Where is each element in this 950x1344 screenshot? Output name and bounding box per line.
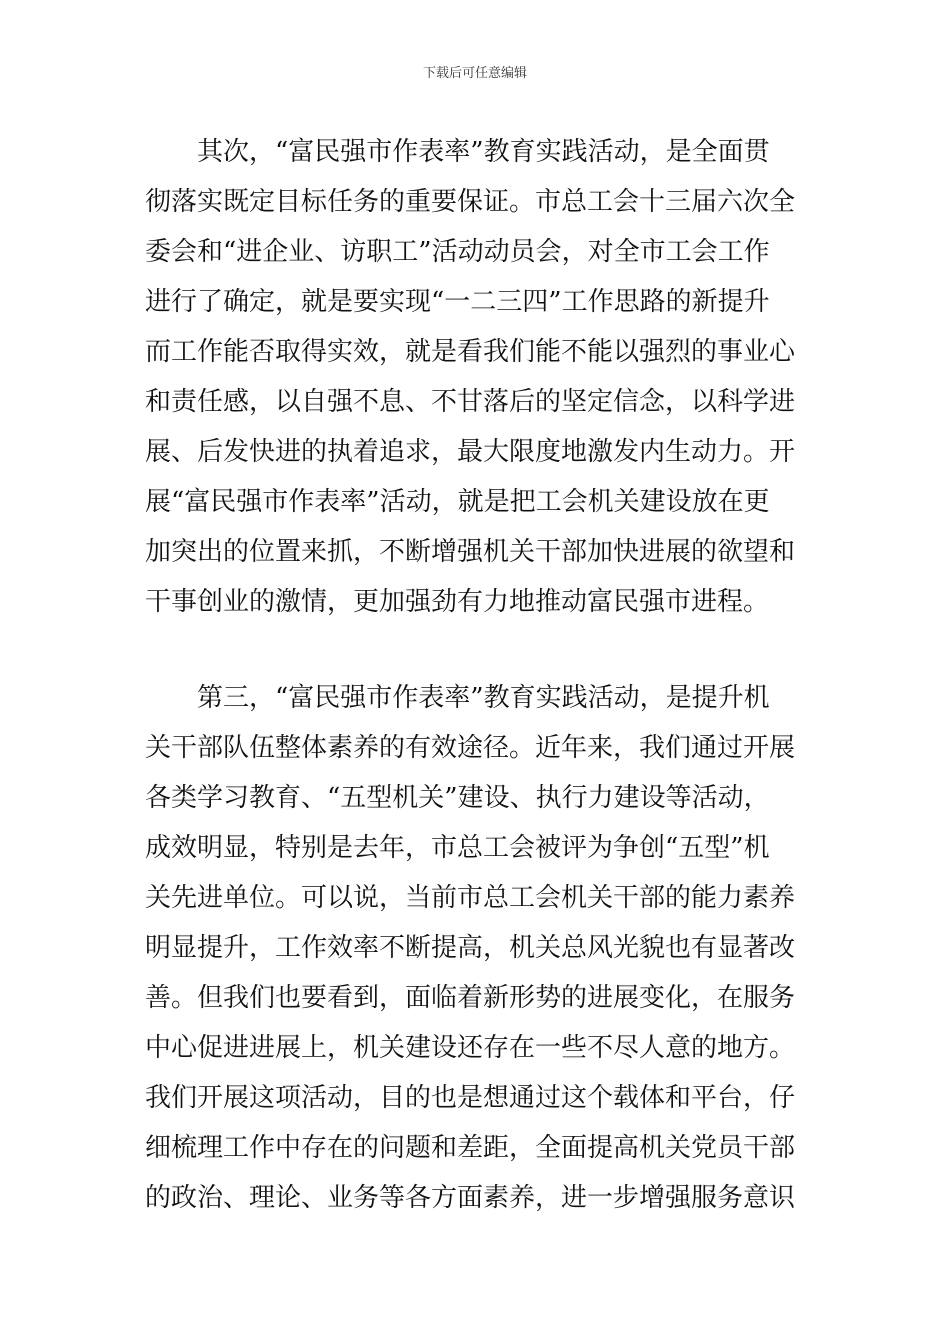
paragraph-line: 的政治、理论、业务等各方面素养，进一步增强服务意识 (145, 1183, 796, 1213)
paragraph-line: 委会和“进企业、访职工”活动动员会，对全市工会工作 (145, 237, 770, 267)
paragraph-line: 关干部队伍整体素养的有效途径。近年来，我们通过开展 (145, 733, 796, 763)
paragraph-line: 我们开展这项活动，目的也是想通过这个载体和平台，仔 (145, 1083, 796, 1113)
paragraph-line: 加突出的位置来抓，不断增强机关干部加快进展的欲望和 (145, 537, 796, 567)
paragraph-third-point (145, 673, 810, 1223)
paragraph-line: 中心促进进展上，机关建设还存在一些不尽人意的地方。 (145, 1033, 796, 1063)
paragraph-line: 其次，“富民强市作表率”教育实践活动，是全面贯 (197, 137, 770, 167)
paragraph-line: 干事创业的激情，更加强劲有力地推动富民强市进程。 (145, 587, 770, 617)
paragraph-line: 明显提升，工作效率不断提高，机关总风光貌也有显著改 (145, 933, 796, 963)
page-header-note: 下载后可任意编辑 (422, 66, 527, 81)
paragraph-line: 展、后发快进的执着追求，最大限度地激发内生动力。开 (145, 437, 796, 467)
paragraph-second-point (145, 127, 810, 627)
paragraph-line: 第三，“富民强市作表率”教育实践活动，是提升机 (197, 683, 770, 713)
paragraph-line: 善。但我们也要看到，面临着新形势的进展变化，在服务 (145, 983, 796, 1013)
paragraph-line: 彻落实既定目标任务的重要保证。市总工会十三届六次全 (145, 187, 796, 217)
paragraph-line: 展“富民强市作表率”活动，就是把工会机关建设放在更 (145, 487, 770, 517)
paragraph-line: 和责任感，以自强不息、不甘落后的坚定信念，以科学进 (145, 387, 796, 417)
paragraph-line: 进行了确定，就是要实现“一二三四”工作思路的新提升 (145, 287, 770, 317)
paragraph-line: 关先进单位。可以说，当前市总工会机关干部的能力素养 (145, 883, 796, 913)
paragraph-line: 细梳理工作中存在的问题和差距，全面提高机关党员干部 (145, 1133, 796, 1163)
paragraph-line: 各类学习教育、“五型机关”建设、执行力建设等活动， (145, 783, 770, 813)
paragraph-line: 成效明显，特别是去年，市总工会被评为争创“五型”机 (145, 833, 770, 863)
paragraph-line: 而工作能否取得实效，就是看我们能不能以强烈的事业心 (145, 337, 796, 367)
